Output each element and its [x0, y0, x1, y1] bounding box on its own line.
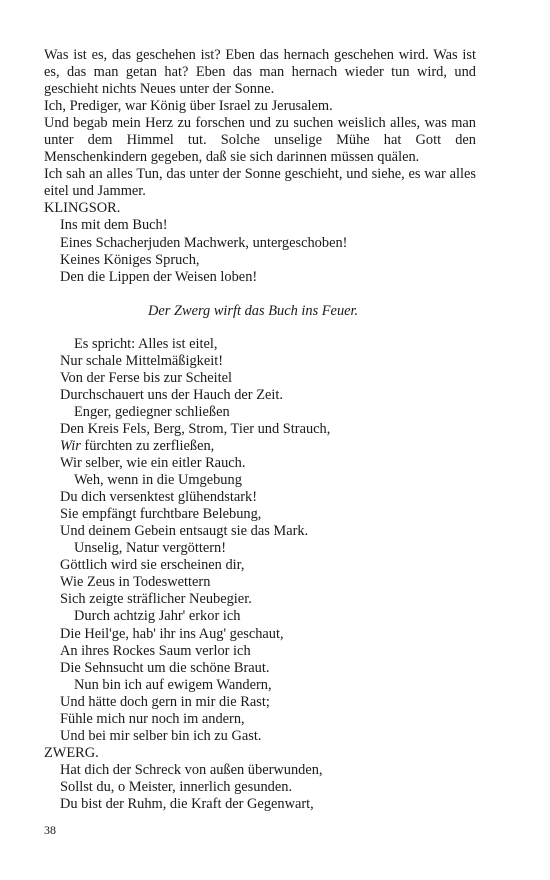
speaker-klingsor: KLINGSOR. [44, 200, 121, 217]
verse-line: Und bei mir selber bin ich zu Gast. [60, 727, 262, 744]
verse-line: Ins mit dem Buch! [60, 217, 168, 234]
verse-block-zwerg [44, 762, 476, 813]
verse-line: Göttlich wird sie erscheinen dir, [60, 557, 245, 574]
verse-emphasis: Wir [60, 437, 81, 454]
prose-paragraph: Ich sah an alles Tun, das unter der Sonne geschieht, und siehe, es war alles eitel und Jammer. [44, 166, 476, 200]
page-text [44, 47, 476, 813]
prose-paragraph: Und begab mein Herz zu forschen und zu suchen weislich alles, was man unter dem Himmel tut. Solche unselige Mühe hat Gott den Menschenkindern gegeben, daß sie sich darinnen müssen quälen. [44, 115, 476, 166]
verse-line: Du dich versenktest glühendstark! [60, 489, 258, 506]
verse-line: Durch achtzig Jahr' erkor ich [74, 608, 241, 625]
verse-line: Weh, wenn in die Umgebung [74, 472, 242, 489]
verse-line: Die Heil'ge, hab' ihr ins Aug' geschaut, [60, 625, 284, 642]
page-number: 38 [44, 823, 56, 837]
verse-line: Eines Schacherjuden Machwerk, untergeschoben! [60, 234, 348, 251]
verse-line: Wie Zeus in Todeswettern [60, 574, 211, 591]
verse-line: Die Sehnsucht um die schöne Braut. [60, 659, 270, 676]
prose-paragraph: Was ist es, das geschehen ist? Eben das hernach geschehen wird. Was ist es, das man getan hat? Eben das man hernach wieder tun wird, und geschieht nichts Neues unter der Sonne. [44, 47, 476, 98]
verse-line: Sollst du, o Meister, innerlich gesunden. [60, 778, 293, 795]
verse-line: Wir selber, wie ein eitler Rauch. [60, 455, 246, 472]
verse-line: Keines Königes Spruch, [60, 251, 200, 268]
verse-line: Und deinem Gebein entsaugt sie das Mark. [60, 523, 309, 540]
verse-line: Sich zeigte sträflicher Neubegier. [60, 591, 252, 608]
verse-line: Nur schale Mittelmäßigkeit! [60, 352, 224, 369]
verse-line [60, 438, 476, 455]
verse-block-klingsor-2 [44, 336, 476, 745]
verse-line-rest: fürchten zu zerfließen, [84, 437, 215, 454]
verse-line: Nun bin ich auf ewigem Wandern, [74, 676, 272, 693]
verse-line: Und hätte doch gern in mir die Rast; [60, 693, 270, 710]
verse-line: Du bist der Ruhm, die Kraft der Gegenwart, [60, 795, 314, 812]
verse-line: Den Kreis Fels, Berg, Strom, Tier und Strauch, [60, 420, 331, 437]
verse-line: Unselig, Natur vergöttern! [74, 540, 226, 557]
verse-line: Enger, gediegner schließen [74, 403, 230, 420]
verse-line: Es spricht: Alles ist eitel, [74, 335, 218, 352]
verse-line: Den die Lippen der Weisen loben! [60, 268, 258, 285]
verse-line: Fühle mich nur noch im andern, [60, 710, 245, 727]
verse-line: An ihres Rockes Saum verlor ich [60, 642, 251, 659]
verse-line: Hat dich der Schreck von außen überwunden, [60, 761, 323, 778]
verse-line: Sie empfängt furchtbare Belebung, [60, 506, 262, 523]
verse-block-klingsor-1 [44, 217, 476, 285]
stage-direction: Der Zwerg wirft das Buch ins Feuer. [148, 302, 359, 319]
prose-paragraph: Ich, Prediger, war König über Israel zu Jerusalem. [44, 98, 333, 115]
verse-line: Von der Ferse bis zur Scheitel [60, 369, 232, 386]
verse-line: Durchschauert uns der Hauch der Zeit. [60, 386, 283, 403]
speaker-zwerg: ZWERG. [44, 744, 99, 761]
